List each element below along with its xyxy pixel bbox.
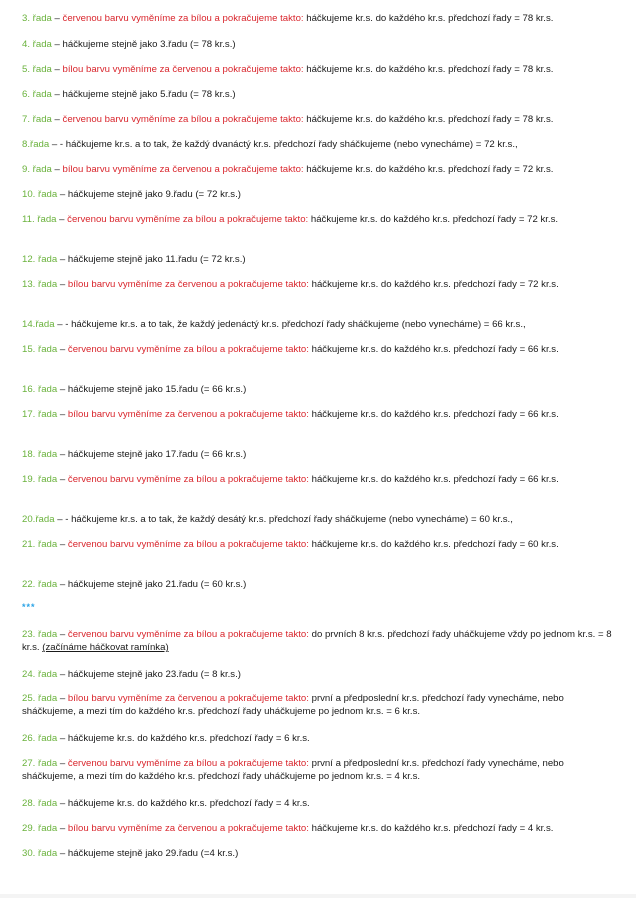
row-text: háčkujeme stejně jako 11.řadu (= 72 kr.s.) — [67, 254, 246, 265]
row-22: 22. řada – háčkujeme stejně jako 21.řadu (= 60 kr.s.) — [22, 579, 247, 590]
row-20: 20.řada – - háčkujeme kr.s. a to tak, že každý desátý kr.s. předchozí řady sháčkujeme (nebo vynecháme) = 60 kr.s., — [22, 514, 513, 525]
row-number: 4. řada — [22, 39, 52, 50]
row-21: 21. řada – červenou barvu vyměníme za bílou a pokračujeme takto: háčkujeme kr.s. do každého kr.s. předchozí řady = 60 kr.s. — [22, 539, 559, 550]
row-27: 27. řada – červenou barvu vyměníme za bílou a pokračujeme takto: první a předposlední kr.s. předchozí řady vynecháme, nebo sháčkujeme, a mezi tím do každého kr.s. předchozí řady uháčkujeme po jednom kr.s. = 4 kr.s. — [22, 758, 564, 783]
row-number: 26. řada — [22, 733, 58, 744]
row-number: 17. řada — [22, 409, 58, 420]
row-number: 29. řada — [22, 823, 58, 834]
row-number: 3. řada — [22, 13, 52, 24]
row-19: 19. řada – červenou barvu vyměníme za bílou a pokračujeme takto: háčkujeme kr.s. do každého kr.s. předchozí řady = 66 kr.s. — [22, 474, 559, 485]
row-number: 27. řada — [22, 758, 58, 769]
color-instruction: červenou barvu vyměníme za bílou a pokračujeme takto: — [67, 474, 309, 485]
color-instruction: bílou barvu vyměníme za červenou a pokračujeme takto: — [67, 279, 309, 290]
row-text: háčkujeme stejně jako 5.řadu (= 78 kr.s.) — [62, 89, 236, 100]
row-number: 30. řada — [22, 848, 58, 859]
row-14: 14.řada – - háčkujeme kr.s. a to tak, že každý jedenáctý kr.s. předchozí řady sháčkujeme (nebo vynecháme) = 66 kr.s., — [22, 319, 526, 330]
row-number: 7. řada — [22, 114, 52, 125]
row-text: háčkujeme kr.s. do každého kr.s. předchozí řady = 72 kr.s. — [303, 164, 554, 175]
row-text: háčkujeme kr.s. do každého kr.s. předchozí řady = 78 kr.s. — [303, 64, 554, 75]
row-5: 5. řada – bílou barvu vyměníme za červenou a pokračujeme takto: háčkujeme kr.s. do každého kr.s. předchozí řady = 78 kr.s. — [22, 64, 554, 75]
row-text: háčkujeme kr.s. do každého kr.s. předchozí řady = 4 kr.s. — [67, 798, 310, 809]
row-text: první a předposlední kr.s. předchozí řady vynecháme, nebo sháčkujeme, a mezi tím do každého kr.s. předchozí řady uháčkujeme po jednom kr.s. = 4 kr.s. — [22, 758, 564, 783]
row-number: 9. řada — [22, 164, 52, 175]
row-number: 15. řada — [22, 344, 58, 355]
row-16: 16. řada – háčkujeme stejně jako 15.řadu (= 66 kr.s.) — [22, 384, 247, 395]
row-text: háčkujeme stejně jako 9.řadu (= 72 kr.s.) — [67, 189, 241, 200]
underlined-note: (začínáme háčkovat ramínka) — [42, 642, 169, 654]
row-number: 16. řada — [22, 384, 58, 395]
row-number: 24. řada — [22, 669, 58, 680]
row-number: 28. řada — [22, 798, 58, 809]
row-number: 18. řada — [22, 449, 58, 460]
row-number: 22. řada — [22, 579, 58, 590]
row-6: 6. řada – háčkujeme stejně jako 5.řadu (= 78 kr.s.) — [22, 89, 236, 100]
row-30: 30. řada – háčkujeme stejně jako 29.řadu (=4 kr.s.) — [22, 848, 239, 859]
row-text: - háčkujeme kr.s. a to tak, že každý desátý kr.s. předchozí řady sháčkujeme (nebo vynecháme) = 60 kr.s., — [65, 514, 513, 525]
row-17: 17. řada – bílou barvu vyměníme za červenou a pokračujeme takto: háčkujeme kr.s. do každého kr.s. předchozí řady = 66 kr.s. — [22, 409, 559, 420]
row-12: 12. řada – háčkujeme stejně jako 11.řadu (= 72 kr.s.) — [22, 254, 246, 265]
row-text: háčkujeme stejně jako 3.řadu (= 78 kr.s.) — [62, 39, 236, 50]
row-number: 12. řada — [22, 254, 58, 265]
color-instruction: červenou barvu vyměníme za bílou a pokračujeme takto: — [62, 13, 304, 24]
row-text: první a předposlední kr.s. předchozí řady vynecháme, nebo sháčkujeme, a mezi tím do každého kr.s. předchozí řady uháčkujeme po jednom kr.s. = 6 kr.s. — [22, 693, 564, 718]
row-9: 9. řada – bílou barvu vyměníme za červenou a pokračujeme takto: háčkujeme kr.s. do každého kr.s. předchozí řady = 72 kr.s. — [22, 164, 554, 175]
page-bottom-edge — [0, 894, 636, 898]
row-8: 8.řada – - háčkujeme kr.s. a to tak, že každý dvanáctý kr.s. předchozí řady sháčkujeme (nebo vynecháme) = 72 kr.s., — [22, 139, 518, 150]
row-10: 10. řada – háčkujeme stejně jako 9.řadu (= 72 kr.s.) — [22, 189, 241, 200]
row-number: 5. řada — [22, 64, 52, 75]
row-text: - háčkujeme kr.s. a to tak, že každý dvanáctý kr.s. předchozí řady sháčkujeme (nebo vynecháme) = 72 kr.s., — [59, 139, 518, 150]
row-number: 20.řada — [22, 514, 55, 525]
row-26: 26. řada – háčkujeme kr.s. do každého kr.s. předchozí řady = 6 kr.s. — [22, 733, 310, 744]
row-7: 7. řada – červenou barvu vyměníme za bílou a pokračujeme takto: háčkujeme kr.s. do každého kr.s. předchozí řady = 78 kr.s. — [22, 114, 554, 125]
row-13: 13. řada – bílou barvu vyměníme za červenou a pokračujeme takto: háčkujeme kr.s. do každého kr.s. předchozí řady = 72 kr.s. — [22, 279, 559, 290]
row-18: 18. řada – háčkujeme stejně jako 17.řadu (= 66 kr.s.) — [22, 449, 247, 460]
row-number: 8.řada — [22, 139, 50, 150]
row-3: 3. řada – červenou barvu vyměníme za bílou a pokračujeme takto: háčkujeme kr.s. do každého kr.s. předchozí řady = 78 kr.s. — [22, 13, 554, 24]
row-text: háčkujeme kr.s. do každého kr.s. předchozí řady = 78 kr.s. — [303, 114, 554, 125]
row-text: háčkujeme kr.s. do každého kr.s. předchozí řady = 4 kr.s. — [308, 823, 554, 834]
row-text: háčkujeme stejně jako 15.řadu (= 66 kr.s.) — [67, 384, 247, 395]
color-instruction: červenou barvu vyměníme za bílou a pokračujeme takto: — [67, 539, 309, 550]
row-15: 15. řada – červenou barvu vyměníme za bílou a pokračujeme takto: háčkujeme kr.s. do každého kr.s. předchozí řady = 66 kr.s. — [22, 344, 559, 355]
row-text: háčkujeme kr.s. do každého kr.s. předchozí řady = 72 kr.s. — [308, 214, 559, 225]
row-text: háčkujeme stejně jako 17.řadu (= 66 kr.s.) — [67, 449, 247, 460]
row-11: 11. řada – červenou barvu vyměníme za bílou a pokračujeme takto: háčkujeme kr.s. do každého kr.s. předchozí řady = 72 kr.s. — [22, 214, 559, 225]
section-separator: *** — [22, 602, 36, 612]
row-text: háčkujeme kr.s. do každého kr.s. předchozí řady = 72 kr.s. — [308, 279, 559, 290]
color-instruction: bílou barvu vyměníme za červenou a pokračujeme takto: — [67, 693, 309, 704]
color-instruction: červenou barvu vyměníme za bílou a pokračujeme takto: — [67, 758, 309, 769]
color-instruction: bílou barvu vyměníme za červenou a pokračujeme takto: — [67, 823, 309, 834]
row-number: 21. řada — [22, 539, 58, 550]
color-instruction: bílou barvu vyměníme za červenou a pokračujeme takto: — [67, 409, 309, 420]
row-number: 25. řada — [22, 693, 58, 704]
color-instruction: bílou barvu vyměníme za červenou a pokračujeme takto: — [62, 164, 304, 175]
row-text: háčkujeme stejně jako 29.řadu (=4 kr.s.) — [67, 848, 239, 859]
row-number: 19. řada — [22, 474, 58, 485]
row-text: háčkujeme kr.s. do každého kr.s. předchozí řady = 6 kr.s. — [67, 733, 310, 744]
row-29: 29. řada – bílou barvu vyměníme za červenou a pokračujeme takto: háčkujeme kr.s. do každého kr.s. předchozí řady = 4 kr.s. — [22, 823, 554, 834]
row-text: háčkujeme stejně jako 21.řadu (= 60 kr.s.) — [67, 579, 247, 590]
row-text: háčkujeme stejně jako 23.řadu (= 8 kr.s.) — [67, 669, 241, 680]
color-instruction: červenou barvu vyměníme za bílou a pokračujeme takto: — [67, 344, 309, 355]
row-23: 23. řada – červenou barvu vyměníme za bílou a pokračujeme takto: do prvních 8 kr.s. předchozí řady uháčkujeme vždy po jednom kr.s. = 8 kr.s. (začínáme háčkovat ramínka) — [22, 629, 612, 654]
row-text: háčkujeme kr.s. do každého kr.s. předchozí řady = 66 kr.s. — [308, 474, 559, 485]
row-number: 23. řada — [22, 629, 58, 640]
row-text: háčkujeme kr.s. do každého kr.s. předchozí řady = 66 kr.s. — [308, 344, 559, 355]
row-text: háčkujeme kr.s. do každého kr.s. předchozí řady = 60 kr.s. — [308, 539, 559, 550]
row-number: 14.řada — [22, 319, 55, 330]
color-instruction: bílou barvu vyměníme za červenou a pokračujeme takto: — [62, 64, 304, 75]
row-text: - háčkujeme kr.s. a to tak, že každý jedenáctý kr.s. předchozí řady sháčkujeme (nebo vynecháme) = 66 kr.s., — [65, 319, 526, 330]
row-24: 24. řada – háčkujeme stejně jako 23.řadu (= 8 kr.s.) — [22, 669, 241, 680]
row-text: háčkujeme kr.s. do každého kr.s. předchozí řady = 66 kr.s. — [308, 409, 559, 420]
color-instruction: červenou barvu vyměníme za bílou a pokračujeme takto: — [62, 114, 304, 125]
color-instruction: červenou barvu vyměníme za bílou a pokračujeme takto: — [67, 629, 309, 640]
row-4: 4. řada – háčkujeme stejně jako 3.řadu (= 78 kr.s.) — [22, 39, 236, 50]
row-number: 10. řada — [22, 189, 58, 200]
row-text: do prvních 8 kr.s. předchozí řady uháčkujeme vždy po jednom kr.s. = 8 kr.s. — [22, 629, 612, 654]
row-number: 13. řada — [22, 279, 58, 290]
row-text: háčkujeme kr.s. do každého kr.s. předchozí řady = 78 kr.s. — [303, 13, 554, 24]
row-28: 28. řada – háčkujeme kr.s. do každého kr.s. předchozí řady = 4 kr.s. — [22, 798, 310, 809]
row-number: 11. řada — [22, 214, 57, 225]
row-25: 25. řada – bílou barvu vyměníme za červenou a pokračujeme takto: první a předposlední kr.s. předchozí řady vynecháme, nebo sháčkujeme, a mezi tím do každého kr.s. předchozí řady uháčkujeme po jednom kr.s. = 6 kr.s. — [22, 693, 564, 718]
row-number: 6. řada — [22, 89, 52, 100]
color-instruction: červenou barvu vyměníme za bílou a pokračujeme takto: — [67, 214, 309, 225]
